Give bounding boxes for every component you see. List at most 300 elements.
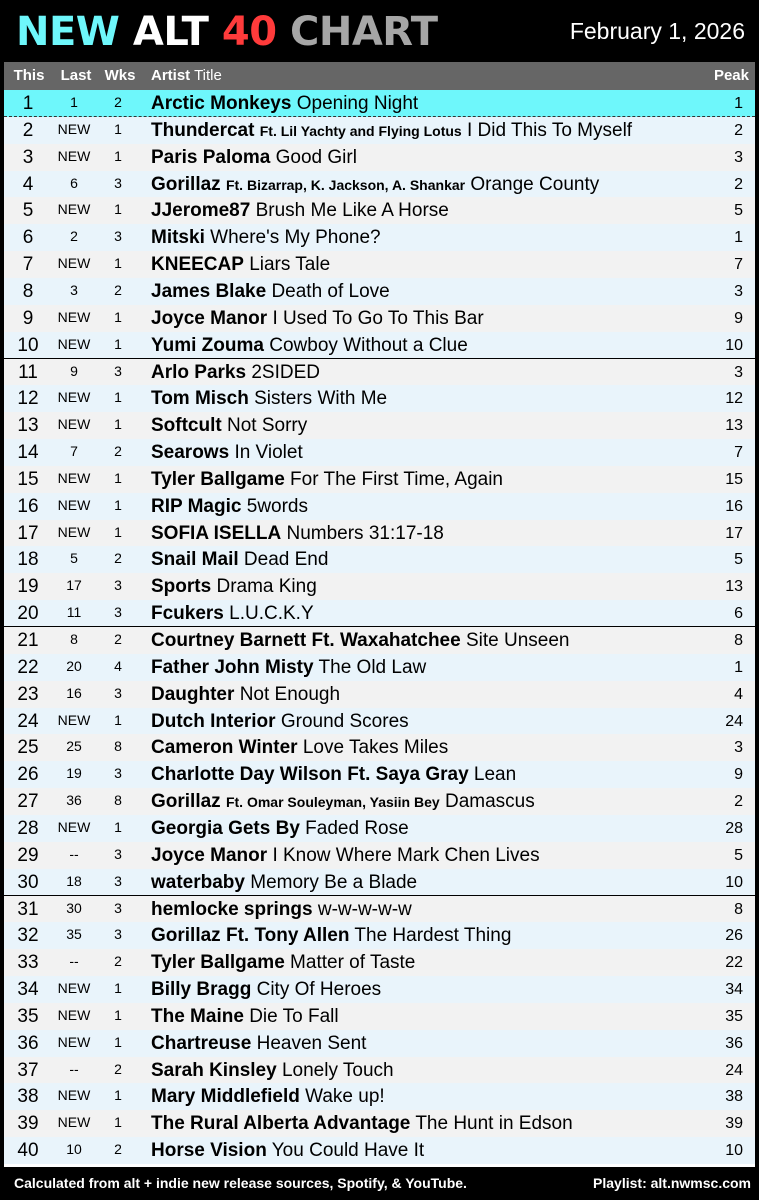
chart-row [4, 761, 755, 788]
rank-last: -- [69, 1060, 79, 1077]
artist-name: hemlocke springs [151, 898, 313, 920]
rank-last: 10 [66, 1141, 82, 1158]
song-title: Opening Night [296, 93, 419, 114]
title-part: ALT [132, 9, 209, 55]
chart-row [4, 627, 755, 654]
weeks-on-chart: 1 [114, 1006, 122, 1023]
song-title: Lonely Touch [281, 1059, 394, 1081]
artist-name: Horse Vision [151, 1140, 267, 1162]
chart-row [4, 385, 755, 412]
peak-position: 34 [725, 981, 743, 999]
peak-position: 2 [734, 793, 743, 811]
weeks-on-chart: 2 [114, 631, 122, 647]
rank-this: 40 [17, 1140, 39, 1162]
peak-position: 10 [725, 1142, 743, 1160]
peak-position: 9 [734, 766, 743, 784]
weeks-on-chart: 1 [114, 335, 122, 352]
chart-row [4, 1110, 755, 1137]
song-title: Dead End [243, 549, 329, 571]
song-entry [151, 385, 387, 412]
title-part: 40 [221, 9, 277, 55]
song-entry [151, 1083, 385, 1110]
peak-position: 5 [734, 202, 743, 220]
weeks-on-chart: 1 [114, 147, 122, 164]
artist-name: waterbaby [151, 871, 245, 893]
song-title: Wake up! [305, 1086, 385, 1108]
artist-name: Thundercat [151, 119, 255, 141]
rank-this: 3 [22, 146, 34, 168]
song-title: Love Takes Miles [302, 737, 449, 759]
artist-name: Billy Bragg [151, 979, 252, 1001]
rank-this: 22 [17, 656, 39, 678]
artist-name: Mary Middlefield [151, 1086, 300, 1108]
song-title: Lean [473, 764, 517, 786]
peak-position: 24 [725, 712, 743, 730]
column-this: This [13, 67, 45, 84]
rank-this: 21 [17, 630, 39, 651]
weeks-on-chart: 2 [114, 443, 122, 460]
song-entry [151, 896, 412, 923]
peak-position: 4 [734, 685, 743, 703]
rank-last: 3 [70, 281, 78, 298]
artist-name: SOFIA ISELLA [151, 522, 282, 544]
column-title: Title [194, 67, 222, 84]
rank-this: 6 [22, 227, 34, 249]
rank-this: 20 [17, 603, 39, 625]
artist-name: Yumi Zouma [151, 334, 264, 356]
artist-name: Charlotte Day Wilson Ft. Saya Gray [151, 764, 469, 786]
rank-this: 27 [17, 791, 39, 813]
rank-this: 24 [17, 710, 39, 732]
rank-this: 38 [17, 1086, 39, 1108]
rank-last: 20 [66, 657, 82, 674]
song-entry [151, 949, 415, 976]
artist-name: Dutch Interior [151, 710, 276, 732]
rank-this: 10 [17, 334, 39, 356]
song-entry [151, 412, 307, 439]
rank-last: NEW [57, 1114, 91, 1131]
song-entry [151, 1137, 424, 1164]
rank-this: 17 [17, 522, 39, 544]
weeks-on-chart: 1 [114, 1033, 122, 1050]
artist-name: Joyce Manor [151, 307, 268, 329]
artist-name: Paris Paloma [151, 146, 271, 168]
peak-position: 5 [734, 551, 743, 569]
rank-this: 33 [17, 952, 39, 974]
rank-last: NEW [57, 120, 91, 137]
song-entry [151, 1003, 339, 1030]
peak-position: 1 [734, 95, 743, 112]
artist-name: Gorillaz [151, 791, 221, 813]
weeks-on-chart: 8 [114, 738, 122, 755]
rank-last: NEW [57, 308, 91, 325]
peak-position: 36 [725, 1034, 743, 1052]
chart-row [4, 734, 755, 761]
artist-name: Snail Mail [151, 549, 239, 571]
chart-row [4, 654, 755, 681]
chart-row [4, 412, 755, 439]
rank-last: NEW [57, 980, 91, 997]
artist-name: Sports [151, 576, 212, 598]
title-part: NEW [16, 9, 120, 55]
peak-position: 8 [734, 632, 743, 649]
rank-this: 13 [17, 415, 39, 437]
song-entry [151, 439, 303, 466]
featured-artists: Ft. Lil Yachty and Flying Lotus [259, 122, 462, 139]
song-entry [151, 815, 409, 842]
rank-this: 23 [17, 683, 39, 705]
footer-playlist: Playlist: alt.nwmsc.com [593, 1175, 751, 1191]
song-entry [151, 171, 599, 199]
rank-last: 11 [66, 604, 82, 621]
rank-this: 4 [22, 173, 34, 195]
song-entry [151, 466, 503, 493]
chart-row [4, 439, 755, 466]
rank-last: 5 [70, 550, 78, 567]
artist-name: Searows [151, 442, 230, 464]
song-entry [151, 681, 340, 708]
rank-this: 31 [17, 898, 39, 920]
song-title: Matter of Taste [290, 952, 416, 974]
peak-position: 28 [725, 819, 743, 837]
chart-row [4, 305, 755, 332]
rank-last: NEW [57, 1033, 91, 1050]
weeks-on-chart: 1 [114, 255, 122, 272]
weeks-on-chart: 2 [114, 550, 122, 567]
song-entry [151, 197, 449, 224]
rank-last: 7 [70, 443, 78, 460]
song-title: w-w-w-w-w [317, 898, 412, 920]
rank-last: NEW [57, 201, 91, 218]
weeks-on-chart: 1 [114, 416, 122, 433]
artist-name: The Rural Alberta Advantage [151, 1113, 411, 1135]
peak-position: 15 [725, 470, 743, 488]
chart-row [4, 976, 755, 1003]
weeks-on-chart: 3 [114, 926, 122, 943]
song-title: City Of Heroes [256, 979, 382, 1001]
artist-name: Joyce Manor [151, 844, 268, 866]
song-entry [151, 869, 417, 896]
chart-footer [0, 1167, 759, 1200]
song-entry [151, 546, 328, 573]
chart-row [4, 332, 755, 359]
song-entry [151, 1110, 573, 1137]
rank-this: 36 [17, 1032, 39, 1054]
chart-row [4, 117, 755, 144]
song-entry [151, 600, 314, 627]
song-entry [151, 493, 308, 520]
song-entry [151, 922, 511, 949]
rank-this: 5 [22, 200, 34, 222]
column-wks: Wks [104, 67, 136, 84]
artist-name: JJerome87 [151, 200, 251, 222]
chart-header [0, 0, 759, 62]
peak-position: 26 [725, 927, 743, 945]
peak-position: 16 [725, 497, 743, 515]
rank-this: 8 [22, 280, 34, 302]
chart-row [4, 224, 755, 251]
column-artist: Artist [151, 67, 191, 84]
song-title: 5words [246, 495, 308, 517]
chart-row [4, 681, 755, 708]
row-divider [4, 626, 755, 627]
chart-row [4, 466, 755, 493]
chart-row [4, 922, 755, 949]
weeks-on-chart: 2 [114, 1141, 122, 1158]
artist-name: Fcukers [151, 603, 224, 625]
rank-this: 37 [17, 1059, 39, 1081]
column-last: Last [60, 67, 92, 84]
row-divider [4, 895, 755, 896]
song-title: Cowboy Without a Clue [269, 334, 468, 356]
rank-last: NEW [57, 523, 91, 540]
weeks-on-chart: 2 [114, 281, 122, 298]
weeks-on-chart: 3 [114, 362, 122, 379]
row-divider [4, 116, 755, 117]
weeks-on-chart: 2 [114, 953, 122, 970]
chart-table [4, 90, 755, 1167]
artist-name: Gorillaz [151, 173, 221, 195]
rank-this: 19 [17, 576, 39, 598]
song-title: The Hunt in Edson [415, 1113, 573, 1135]
peak-position: 10 [725, 336, 743, 354]
song-title: Site Unseen [465, 630, 570, 651]
peak-position: 24 [725, 1061, 743, 1079]
weeks-on-chart: 1 [114, 120, 122, 137]
weeks-on-chart: 1 [114, 1087, 122, 1104]
chart-row [4, 546, 755, 573]
weeks-on-chart: 3 [114, 845, 122, 862]
peak-position: 12 [725, 390, 743, 408]
rank-last: 18 [66, 872, 82, 889]
artist-name: Arlo Parks [151, 361, 247, 383]
song-title: The Hardest Thing [354, 925, 512, 947]
weeks-on-chart: 1 [114, 308, 122, 325]
rank-last: NEW [57, 496, 91, 513]
weeks-on-chart: 1 [114, 980, 122, 997]
song-entry [151, 359, 320, 386]
rank-this: 12 [17, 388, 39, 410]
chart-row [4, 144, 755, 171]
rank-last: 19 [66, 765, 82, 782]
artist-name: KNEECAP [151, 254, 244, 276]
song-title: Orange County [470, 173, 600, 195]
rank-last: 2 [70, 228, 78, 245]
song-title: Ground Scores [280, 710, 409, 732]
song-entry [151, 305, 484, 332]
artist-name: Sarah Kinsley [151, 1059, 277, 1081]
peak-position: 13 [725, 417, 743, 435]
chart-row [4, 788, 755, 815]
chart-row [4, 600, 755, 627]
featured-artists: Ft. Bizarrap, K. Jackson, A. Shankar [225, 176, 466, 193]
chart-row [4, 493, 755, 520]
song-entry [151, 1030, 366, 1057]
song-title: Brush Me Like A Horse [255, 200, 449, 222]
column-header-row [4, 62, 755, 90]
chart-row [4, 278, 755, 305]
song-entry [151, 734, 448, 761]
peak-position: 2 [734, 175, 743, 193]
rank-this: 39 [17, 1113, 39, 1135]
song-entry [151, 144, 357, 171]
artist-name: The Maine [151, 1005, 244, 1027]
chart-row [4, 896, 755, 923]
song-title: You Could Have It [271, 1140, 425, 1162]
song-entry [151, 788, 535, 816]
rank-last: 25 [66, 738, 82, 755]
song-title: The Old Law [318, 656, 427, 678]
chart-row [4, 1083, 755, 1110]
weeks-on-chart: 3 [114, 684, 122, 701]
peak-position: 7 [734, 444, 743, 462]
weeks-on-chart: 2 [114, 94, 122, 110]
song-title: I Know Where Mark Chen Lives [272, 844, 540, 866]
song-entry [151, 976, 381, 1003]
peak-position: 3 [734, 739, 743, 757]
rank-last: 6 [70, 174, 78, 191]
rank-this: 32 [17, 925, 39, 947]
weeks-on-chart: 8 [114, 792, 122, 809]
rank-last: NEW [57, 1087, 91, 1104]
rank-last: 36 [66, 792, 82, 809]
song-title: Damascus [444, 791, 535, 813]
song-title: Liars Tale [249, 254, 331, 276]
rank-last: 9 [70, 362, 78, 379]
column-peak: Peak [713, 67, 749, 84]
rank-this: 16 [17, 495, 39, 517]
peak-position: 1 [734, 658, 743, 676]
artist-name: Georgia Gets By [151, 817, 300, 839]
chart-row [4, 573, 755, 600]
rank-this: 35 [17, 1005, 39, 1027]
artist-name: Father John Misty [151, 656, 314, 678]
rank-last: 17 [66, 577, 82, 594]
rank-last: NEW [57, 335, 91, 352]
song-title: Death of Love [271, 280, 390, 302]
song-entry [151, 90, 418, 117]
artist-name: Arctic Monkeys [151, 93, 292, 114]
artist-name: RIP Magic [151, 495, 242, 517]
song-title: Faded Rose [305, 817, 409, 839]
rank-this: 25 [17, 737, 39, 759]
song-entry [151, 1057, 394, 1084]
song-entry [151, 573, 317, 600]
song-title: Not Enough [239, 683, 341, 705]
song-title: I Used To Go To This Bar [272, 307, 484, 329]
song-entry [151, 654, 426, 681]
song-title: Sisters With Me [254, 388, 388, 410]
song-entry [151, 332, 468, 359]
chart-row [4, 1137, 755, 1164]
peak-position: 1 [734, 229, 743, 247]
song-entry [151, 251, 330, 278]
weeks-on-chart: 3 [114, 604, 122, 621]
peak-position: 3 [734, 282, 743, 300]
rank-this: 18 [17, 549, 39, 571]
peak-position: 3 [734, 148, 743, 166]
artist-name: Gorillaz Ft. Tony Allen [151, 925, 350, 947]
peak-position: 17 [725, 524, 743, 542]
artist-name: Mitski [151, 227, 205, 249]
chart-row [4, 197, 755, 224]
song-title: In Violet [234, 442, 303, 464]
song-title: I Did This To Myself [467, 119, 633, 141]
song-title: For The First Time, Again [290, 468, 503, 490]
chart-date: February 1, 2026 [569, 18, 745, 44]
song-entry [151, 761, 516, 788]
peak-position: 5 [734, 846, 743, 864]
artist-name: Tom Misch [151, 388, 249, 410]
rank-this: 26 [17, 764, 39, 786]
rank-this: 11 [18, 361, 38, 383]
song-title: Good Girl [275, 146, 357, 168]
chart-row [4, 359, 755, 386]
weeks-on-chart: 3 [114, 228, 122, 245]
rank-this: 29 [17, 844, 39, 866]
peak-position: 38 [725, 1088, 743, 1106]
artist-name: Chartreuse [151, 1032, 252, 1054]
peak-position: 22 [725, 954, 743, 972]
weeks-on-chart: 1 [114, 711, 122, 728]
chart-row [4, 708, 755, 735]
peak-position: 13 [725, 578, 743, 596]
weeks-on-chart: 4 [114, 657, 122, 674]
chart-row [4, 869, 755, 896]
featured-artists: Ft. Omar Souleyman, Yasiin Bey [225, 794, 440, 811]
rank-last: NEW [57, 147, 91, 164]
weeks-on-chart: 2 [114, 1060, 122, 1077]
rank-this: 14 [17, 442, 39, 464]
rank-this: 30 [17, 871, 39, 893]
chart-row [4, 520, 755, 547]
rank-last: NEW [57, 416, 91, 433]
row-divider [4, 358, 755, 359]
weeks-on-chart: 1 [114, 201, 122, 218]
peak-position: 8 [734, 900, 743, 918]
weeks-on-chart: 3 [114, 765, 122, 782]
peak-position: 3 [734, 363, 743, 381]
song-entry [151, 708, 409, 735]
weeks-on-chart: 1 [114, 818, 122, 835]
song-title: Not Sorry [227, 415, 308, 437]
weeks-on-chart: 1 [114, 389, 122, 406]
song-entry [151, 842, 540, 869]
title-part: CHART [290, 9, 438, 55]
weeks-on-chart: 1 [114, 469, 122, 486]
chart-row [4, 1057, 755, 1084]
rank-this: 15 [17, 468, 39, 490]
chart-row [4, 1030, 755, 1057]
song-title: 2SIDED [251, 361, 320, 383]
rank-last: -- [69, 953, 79, 970]
artist-name: Courtney Barnett Ft. Waxahatchee [151, 630, 461, 651]
rank-this: 7 [22, 254, 34, 276]
song-title: L.U.C.K.Y [229, 603, 314, 625]
rank-this: 2 [22, 119, 34, 141]
weeks-on-chart: 1 [114, 1114, 122, 1131]
chart-row [4, 90, 755, 117]
song-title: Where's My Phone? [210, 227, 381, 249]
rank-last: 1 [70, 94, 78, 110]
chart-row [4, 949, 755, 976]
rank-this: 28 [17, 817, 39, 839]
artist-name: Tyler Ballgame [151, 952, 285, 974]
rank-last: 30 [66, 899, 82, 916]
song-entry [151, 117, 632, 145]
rank-last: NEW [57, 711, 91, 728]
chart-title [16, 6, 438, 58]
